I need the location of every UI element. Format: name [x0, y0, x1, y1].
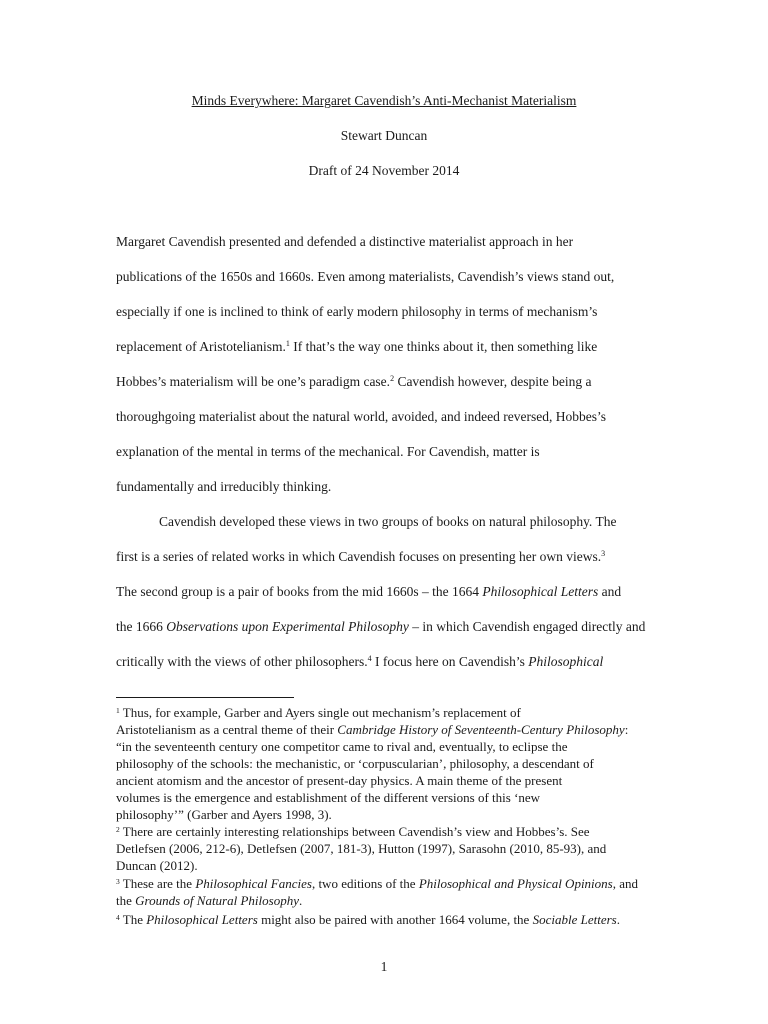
body-line: publications of the 1650s and 1660s. Even among materialists, Cavendish’s views stand out, — [116, 269, 615, 284]
book-title: Sociable Letters — [532, 912, 617, 927]
footnote-text: . — [298, 893, 303, 908]
footnote-line: philosophy’” (Garber and Ayers 1998, 3). — [116, 807, 332, 822]
footnote-line: “in the seventeenth century one competitor came to rival and, eventually, to eclipse the — [116, 739, 568, 754]
footnote-text: : — [624, 722, 629, 737]
footnote-line — [116, 876, 638, 892]
book-title: Philosophical Letters — [146, 912, 258, 927]
body-line — [116, 584, 621, 600]
footnote-text: The — [119, 912, 147, 927]
footnote-line: volumes is the emergence and establishment of the different versions of this ‘new — [116, 790, 541, 805]
body-text: critically with the views of other philosophers. — [116, 654, 368, 669]
body-text: and — [598, 584, 622, 599]
footnote-number: 3 — [116, 877, 120, 886]
footnote-line — [116, 705, 521, 721]
body-text: The second group is a pair of books from the mid 1660s – the 1664 — [116, 584, 483, 599]
body-text: Hobbes’s materialism will be one’s paradigm case. — [116, 374, 391, 389]
footnote-text: There are certainly interesting relationships between Cavendish’s view and Hobbes’s. See — [119, 824, 590, 839]
paper-title: Minds Everywhere: Margaret Cavendish’s Anti-Mechanist Materialism — [191, 93, 577, 108]
book-title: Philosophical and Physical Opinions — [418, 876, 613, 891]
footnote-ref[interactable]: 3 — [601, 549, 606, 558]
footnote-text: . — [616, 912, 620, 927]
body-line — [116, 654, 603, 670]
body-line — [116, 549, 605, 565]
page-number: 1 — [380, 959, 388, 974]
footnote-ref[interactable]: 2 — [390, 374, 395, 383]
body-text: If that’s the way one thinks about it, then something like — [289, 339, 598, 354]
footnote-ref[interactable]: 1 — [285, 339, 290, 348]
book-title: Philosophical Fancies — [195, 876, 312, 891]
book-title: Cambridge History of Seventeenth-Century Philosophy — [337, 722, 625, 737]
body-line: Margaret Cavendish presented and defended a distinctive materialist approach in her — [116, 234, 574, 249]
book-title: Grounds of Natural Philosophy — [135, 893, 299, 908]
body-line — [116, 619, 645, 635]
footnote-number: 2 — [116, 825, 120, 834]
body-line — [116, 374, 591, 390]
footnote-text: , and — [612, 876, 639, 891]
book-title: Philosophical Letters — [482, 584, 599, 599]
footnote-line — [116, 824, 590, 840]
body-line — [116, 339, 597, 355]
body-text: I focus here on Cavendish’s — [371, 654, 529, 669]
footnote-ref[interactable]: 4 — [367, 654, 372, 663]
footnote-number: 1 — [116, 706, 120, 715]
body-line: Cavendish developed these views in two groups of books on natural philosophy. The — [159, 514, 617, 529]
body-line: especially if one is inclined to think of early modern philosophy in terms of mechanism’s — [116, 304, 598, 319]
footnote-line — [116, 912, 620, 928]
footnote-text: the — [116, 893, 136, 908]
footnote-line: Detlefsen (2006, 212-6), Detlefsen (2007, 181-3), Hutton (1997), Sarasohn (2010, 85-93), and — [116, 841, 607, 856]
footnote-text: Aristotelianism as a central theme of their — [116, 722, 338, 737]
body-text: the 1666 — [116, 619, 167, 634]
author-name: Stewart Duncan — [340, 128, 428, 143]
body-text: – in which Cavendish engaged directly and — [408, 619, 646, 634]
body-line: fundamentally and irreducibly thinking. — [116, 479, 332, 494]
footnote-line: Duncan (2012). — [116, 858, 198, 873]
footnote-line — [116, 893, 302, 909]
footnote-number: 4 — [116, 913, 120, 922]
footnote-line — [116, 722, 628, 738]
footnote-line: philosophy of the schools: the mechanistic, or ‘corpuscularian’, philosophy, a descendant of — [116, 756, 594, 771]
book-title: Observations upon Experimental Philosophy — [166, 619, 409, 634]
footnote-divider — [116, 697, 294, 698]
body-text: Cavendish however, despite being a — [394, 374, 592, 389]
body-text: replacement of Aristotelianism. — [116, 339, 286, 354]
footnote-text: These are the — [119, 876, 196, 891]
footnote-text: , two editions of the — [311, 876, 419, 891]
draft-date: Draft of 24 November 2014 — [308, 163, 460, 178]
book-title: Philosophical — [528, 654, 604, 669]
footnote-line: ancient atomism and the ancestor of present-day physics. A main theme of the present — [116, 773, 563, 788]
footnote-text: might also be paired with another 1664 volume, the — [257, 912, 533, 927]
body-line: thoroughgoing materialist about the natural world, avoided, and indeed reversed, Hobbes’s — [116, 409, 606, 424]
body-text: first is a series of related works in which Cavendish focuses on presenting her own views. — [116, 549, 602, 564]
body-line: explanation of the mental in terms of the mechanical. For Cavendish, matter is — [116, 444, 540, 459]
footnote-text: Thus, for example, Garber and Ayers single out mechanism’s replacement of — [119, 705, 521, 720]
